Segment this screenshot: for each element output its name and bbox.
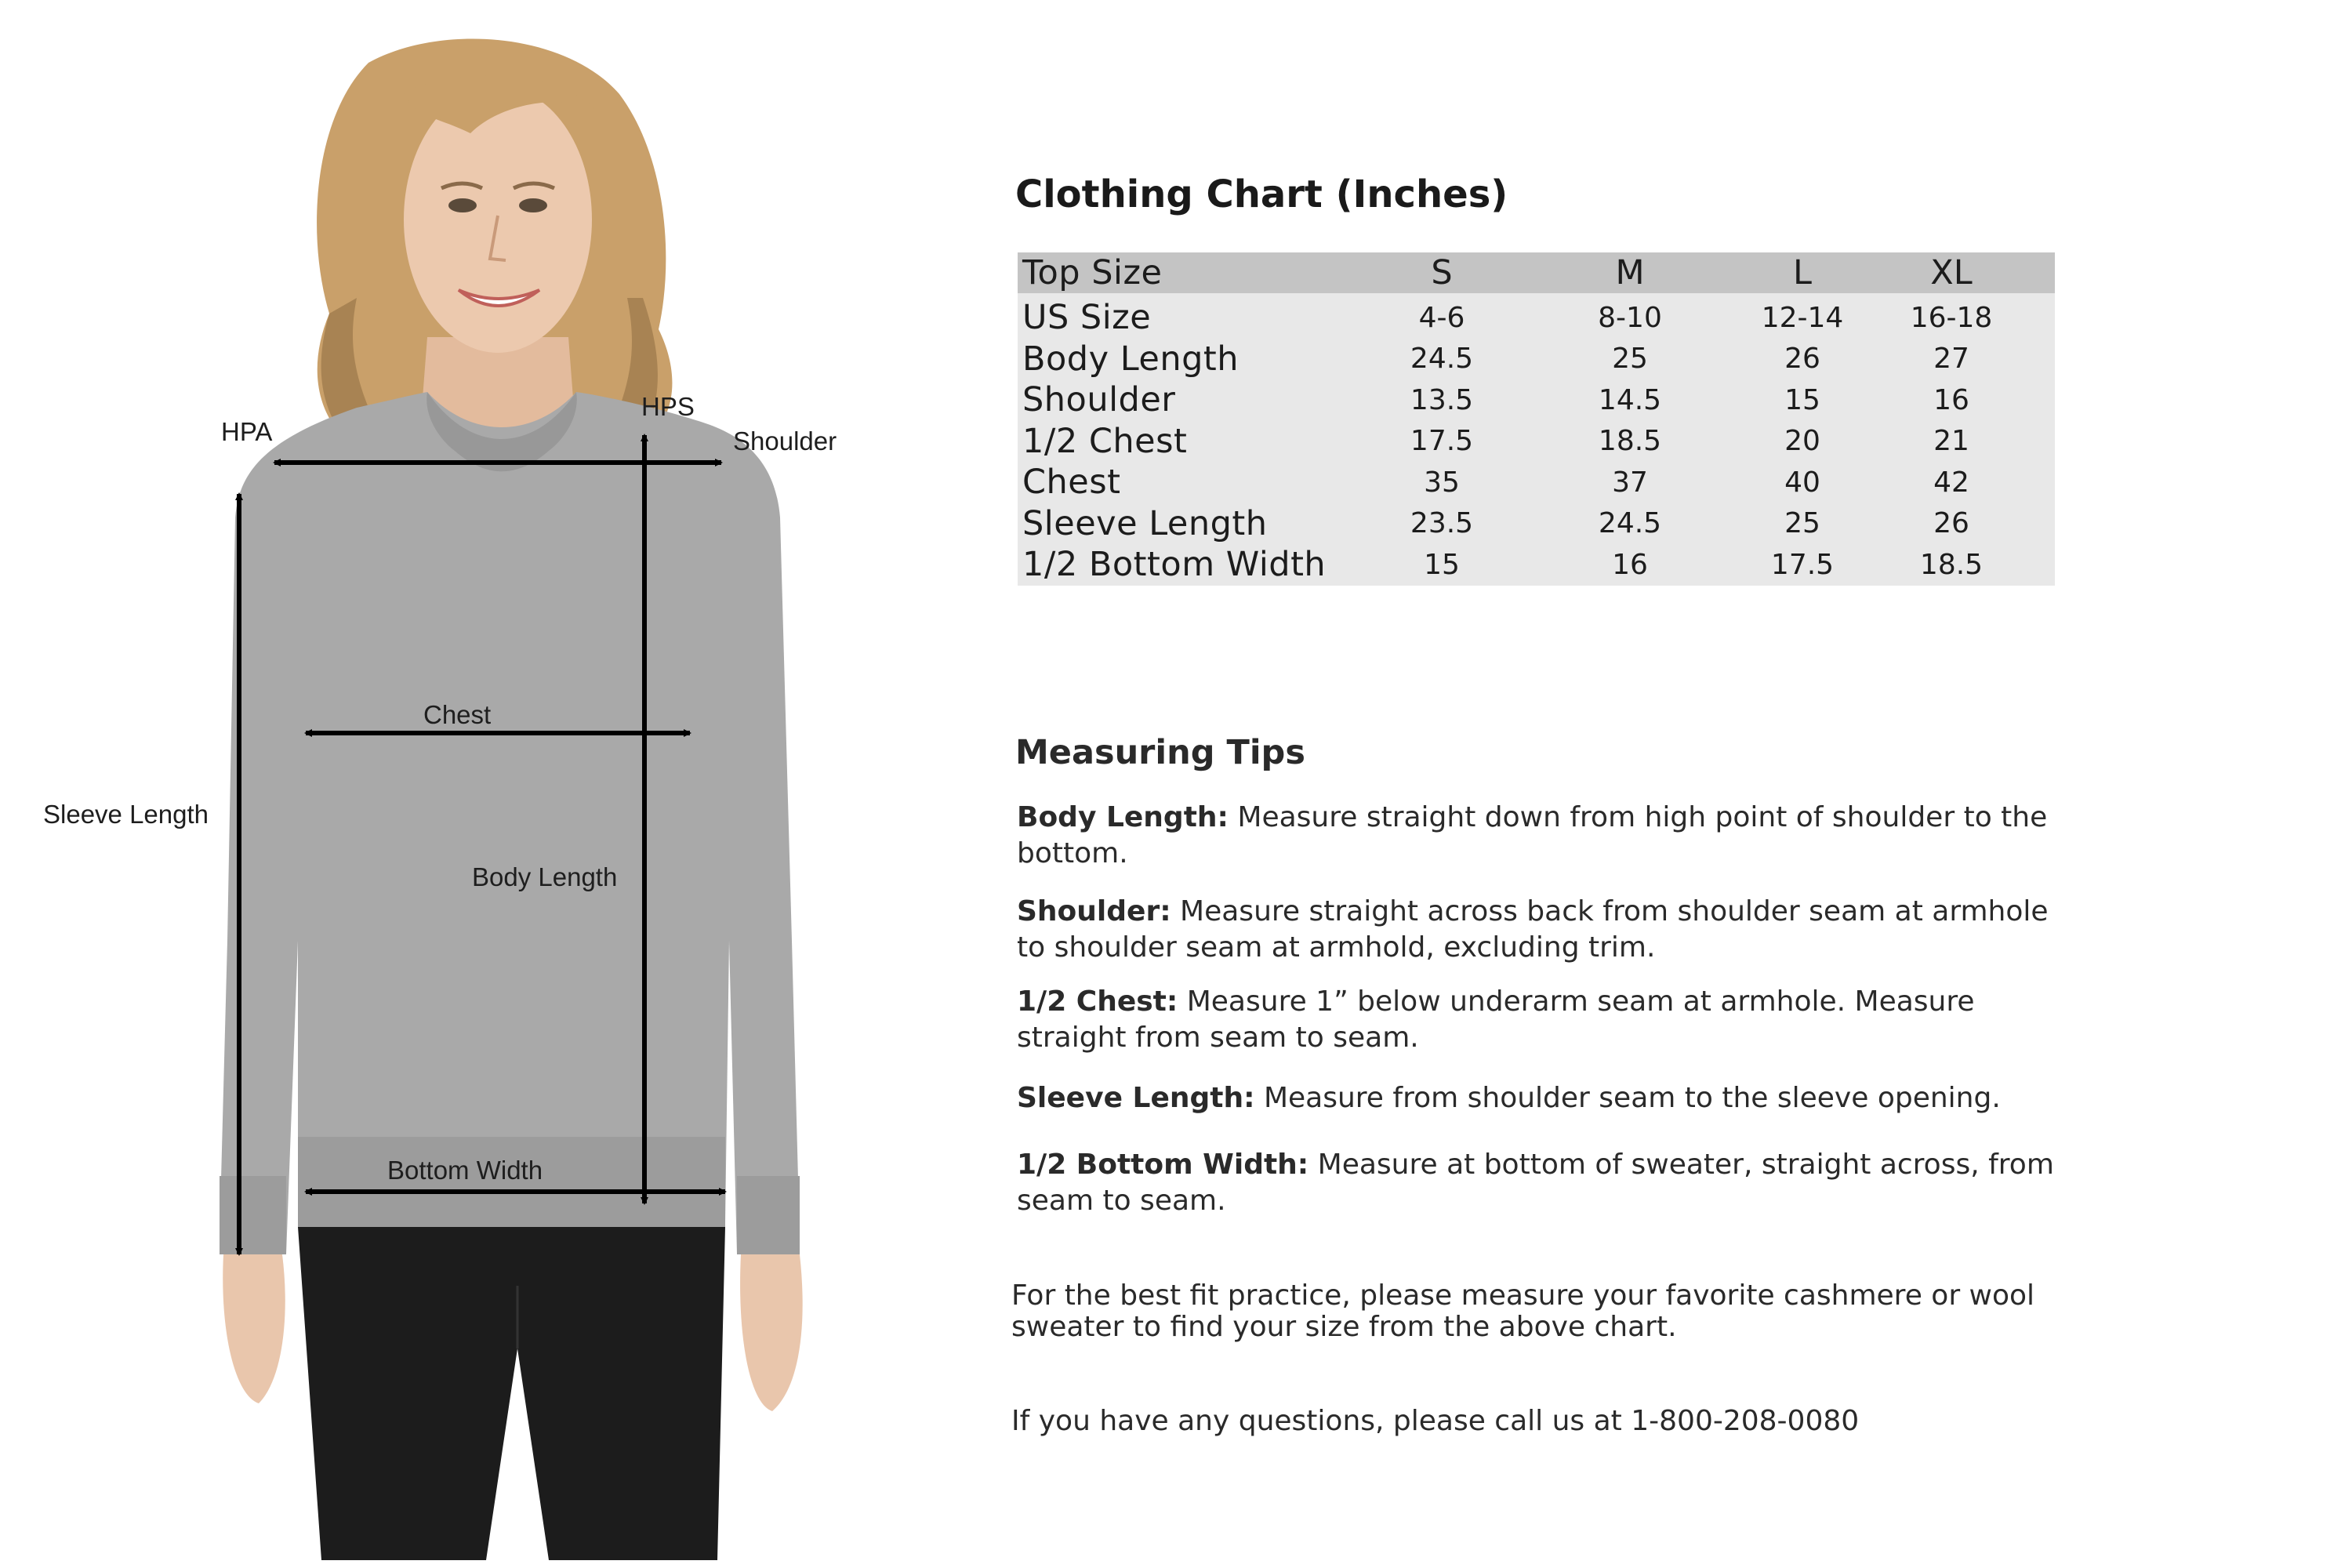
row-label: Shoulder	[1022, 380, 1176, 420]
table-row	[1018, 544, 2055, 586]
pants	[298, 1227, 725, 1560]
row-label: US Size	[1022, 298, 1152, 338]
cell-value: 18.5	[1919, 548, 1984, 581]
cell-value: 26	[1933, 507, 1969, 540]
chest-label: Chest	[423, 700, 492, 729]
cell-value: 20	[1784, 425, 1820, 458]
tip-half-bottom-width	[1017, 1147, 2060, 1219]
table-row	[1018, 503, 2055, 545]
sweater	[220, 392, 800, 1254]
tip-shoulder	[1017, 894, 2060, 966]
hps-label: HPS	[641, 392, 695, 421]
cell-value: 18.5	[1598, 425, 1662, 458]
cell-value: 24.5	[1598, 507, 1662, 540]
row-label: Sleeve Length	[1022, 503, 1268, 543]
tip-text: Measure 1” below underarm seam at armhole. Measure straight from seam to seam.	[1017, 985, 1975, 1054]
cell-value: 24.5	[1410, 343, 1474, 376]
cell-value: 15	[1784, 383, 1820, 416]
row-label: 1/2 Chest	[1022, 421, 1188, 461]
cell-value: 16	[1612, 548, 1648, 581]
cell-value: 17.5	[1770, 548, 1835, 581]
cell-value: 8-10	[1598, 301, 1662, 334]
cell-value: 37	[1612, 466, 1648, 499]
cell-value: 4-6	[1418, 301, 1465, 334]
cell-value: 26	[1784, 343, 1820, 376]
cell-value: 14.5	[1598, 383, 1662, 416]
table-row	[1018, 339, 2055, 380]
table-row	[1018, 421, 2055, 463]
chart-title: Clothing Chart (Inches)	[1015, 172, 1508, 216]
header-size-m: M	[1615, 253, 1645, 292]
model-measurement-figure	[0, 0, 925, 1568]
cell-value: 13.5	[1410, 383, 1474, 416]
table-row	[1018, 379, 2055, 421]
tip-sleeve-length	[1017, 1080, 2060, 1116]
cell-value: 35	[1424, 466, 1460, 499]
left-hand	[223, 1254, 285, 1403]
cell-value: 40	[1784, 466, 1820, 499]
cell-value: 15	[1424, 548, 1460, 581]
table-row	[1018, 462, 2055, 503]
cell-value: 25	[1784, 507, 1820, 540]
row-label: Body Length	[1022, 339, 1240, 379]
row-label: 1/2 Bottom Width	[1022, 545, 1327, 585]
right-hand	[740, 1254, 803, 1411]
cell-value: 25	[1612, 343, 1648, 376]
sleeve-length-label: Sleeve Length	[43, 800, 209, 829]
bottom-width-label: Bottom Width	[387, 1156, 543, 1185]
cell-value: 21	[1933, 425, 1969, 458]
contact-note: If you have any questions, please call us at 1-800-208-0080	[1011, 1405, 1860, 1437]
size-table-header	[1018, 252, 2055, 293]
size-chart-table	[1018, 252, 2055, 586]
tip-term: Sleeve Length:	[1017, 1082, 1255, 1114]
cell-value: 27	[1933, 343, 1969, 376]
shoulder-label: Shoulder	[733, 426, 837, 456]
model-illustration	[0, 0, 925, 1568]
tip-half-chest	[1017, 984, 2060, 1056]
body-length-label: Body Length	[472, 862, 618, 891]
tip-text: Measure from shoulder seam to the sleeve opening.	[1254, 1082, 2001, 1114]
cell-value: 23.5	[1410, 507, 1474, 540]
cell-value: 42	[1933, 466, 1969, 499]
table-row	[1018, 297, 2055, 339]
tip-text: Measure straight down from high point of shoulder to the bottom.	[1017, 801, 2048, 869]
header-size-s: S	[1431, 253, 1453, 292]
cell-value: 12-14	[1761, 301, 1844, 334]
tip-text: Measure at bottom of sweater, straight across, from seam to seam.	[1017, 1149, 2054, 1217]
fit-note: For the best fit practice, please measure your favorite cashmere or wool sweater to find your size from the above chart.	[1011, 1279, 2035, 1343]
tip-term: Body Length:	[1017, 801, 1229, 833]
header-size-l: L	[1793, 253, 1812, 292]
tip-term: Shoulder:	[1017, 895, 1171, 927]
tip-body-length	[1017, 800, 2060, 872]
header-label: Top Size	[1022, 253, 1163, 292]
row-label: Chest	[1022, 463, 1121, 503]
tip-text: Measure straight across back from shoulder seam at armhole to shoulder seam at armhold, excluding trim.	[1017, 895, 2049, 964]
hpa-label: HPA	[221, 417, 273, 446]
header-size-xl: XL	[1930, 253, 1973, 292]
cell-value: 17.5	[1410, 425, 1474, 458]
measuring-tips-title: Measuring Tips	[1015, 733, 1305, 772]
tip-term: 1/2 Bottom Width:	[1017, 1149, 1309, 1181]
cell-value: 16	[1933, 383, 1969, 416]
cell-value: 16-18	[1910, 301, 1993, 334]
tip-term: 1/2 Chest:	[1017, 985, 1178, 1018]
